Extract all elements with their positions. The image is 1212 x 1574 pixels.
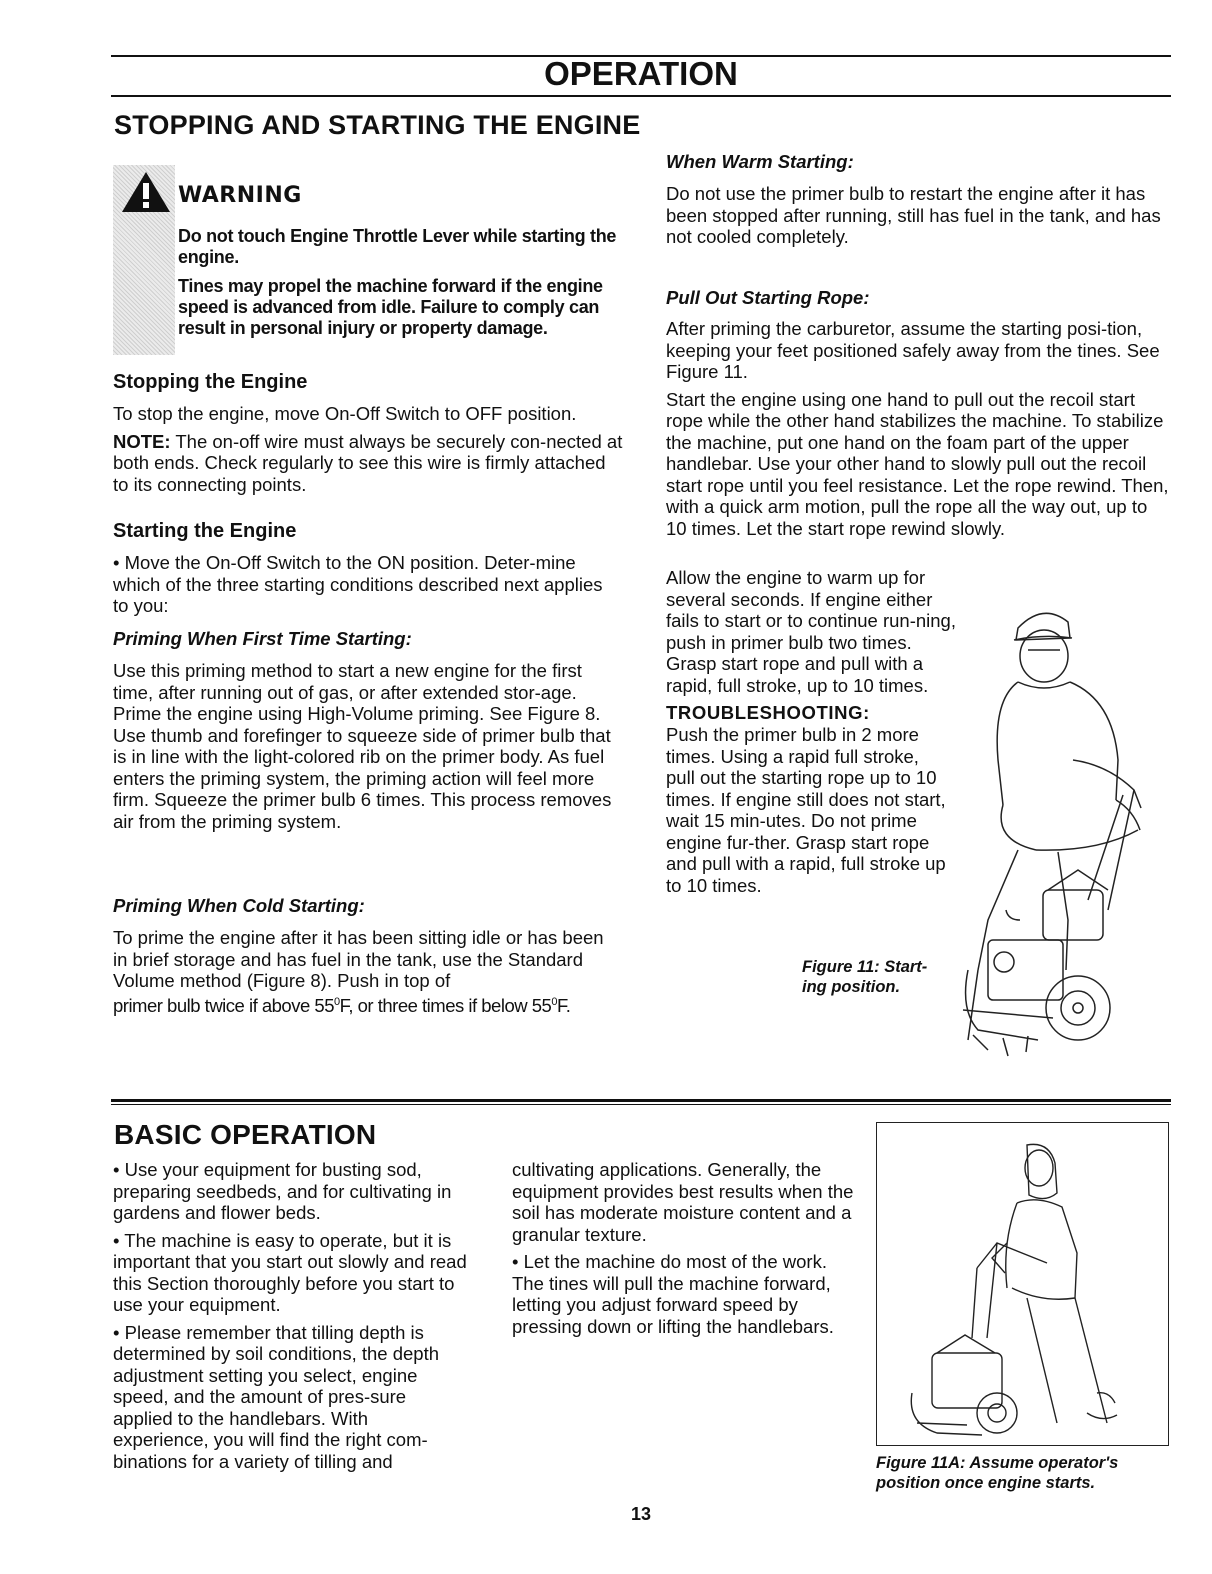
pull-rope-heading: Pull Out Starting Rope:: [666, 287, 870, 308]
basic-op-col-1: [113, 1159, 468, 1478]
starting-bullet: [113, 552, 623, 617]
bullet-char: •: [113, 1321, 120, 1343]
section-heading-stopping-starting: STOPPING AND STARTING THE ENGINE: [114, 110, 641, 140]
pull-rope-text-3: Allow the engine to warm up for several seconds. If engine either fails to start or to continue run-ning, push in primer bulb two times. Grasp start rope and pull with a rapid, full stroke, up to 10 times.: [666, 567, 956, 696]
figure-11-starting-position-illustration: [948, 590, 1173, 1070]
pull-rope-narrow-block: [666, 567, 966, 902]
page-title: OPERATION: [544, 55, 738, 92]
priming-cold-heading: Priming When Cold Starting:: [113, 895, 365, 916]
section-2-rule-thin: [111, 1104, 1171, 1105]
figure-11a-operator-illustration: [877, 1123, 1167, 1443]
page-number: 13: [630, 1504, 652, 1524]
note-text: The on-off wire must always be securely con-nected at both ends. Check regularly to see this wire is firmly attached to its connecting points.: [113, 430, 623, 495]
bullet-char: •: [113, 1229, 120, 1251]
basic-op-bullet-1: [113, 1159, 468, 1224]
basic-op-bullet-2: [113, 1230, 468, 1316]
section-heading-basic-operation: BASIC OPERATION: [114, 1119, 377, 1150]
priming-cold-text: [113, 927, 623, 1016]
starting-bullet-text: Move the On-Off Switch to the ON position. Deter-mine which of the three starting conditions described next applies to you:: [113, 552, 603, 616]
starting-heading: Starting the Engine: [113, 520, 297, 542]
bullet-char: •: [113, 1159, 120, 1180]
warning-line-1: Do not touch Engine Throttle Lever while starting the engine.: [178, 226, 617, 267]
warning-triangle-icon: [120, 170, 172, 214]
priming-cold-text-a: To prime the engine after it has been sitting idle or has been in brief storage and has fuel in the tank, use the Standard Volume method (Figure 8). Push in top of: [113, 927, 604, 991]
figure-11a-caption: Figure 11A: Assume operator's position once engine starts.: [876, 1454, 1119, 1492]
priming-first-text: Use this priming method to start a new engine for the first time, after running out of gas, or after extended stor-age. Prime the engine using High-Volume priming. See Figure 8. Use thumb and forefinger to squeeze side of primer bulb that is in line with the light-colored rib on the primer body. As fuel enters the priming system, the priming action will feel more firm. Squeeze the primer bulb 6 times. This process removes air from the priming system.: [113, 660, 612, 832]
basic-op-bullet-4: [512, 1251, 862, 1337]
priming-cold-text-d: F.: [556, 994, 571, 1016]
degree-mark-2: 0: [551, 995, 557, 1008]
left-column-upper: [113, 371, 623, 501]
basic-op-bullet-3: [113, 1322, 468, 1473]
degree-mark-1: 0: [333, 995, 340, 1008]
basic-op-bullet-1-text: Use your equipment for busting sod, preparing seedbeds, and for cultivating in gardens and flower beds.: [113, 1159, 452, 1223]
priming-first-block: [113, 628, 623, 838]
basic-op-bullet-4-text: Let the machine do most of the work. The tines will pull the machine forward, letting you adjust forward speed by pressing down or lifting the handlebars.: [512, 1251, 834, 1337]
basic-op-col-2: [512, 1159, 862, 1343]
figure-11a-frame: [876, 1122, 1169, 1446]
stopping-text: To stop the engine, move On-Off Switch to OFF position.: [113, 403, 577, 424]
stopping-heading: Stopping the Engine: [113, 371, 308, 393]
pull-rope-text-2: Start the engine using one hand to pull out the recoil start rope while the other hand stabilizes the machine. To stabilize the machine, put one hand on the foam part of the upper handlebar. Use your other hand to slowly pull out the recoil start rope until you feel resistance. Let the rope rewind. Then, with a quick arm motion, pull the rope all the way out, up to 10 times. Let the start rope rewind slowly.: [666, 388, 1169, 539]
title-underline: [111, 95, 1171, 97]
priming-cold-text-b: primer bulb twice if above 55: [113, 994, 334, 1016]
note-label: NOTE:: [113, 430, 171, 452]
basic-op-bullet-3-text: Please remember that tilling depth is determined by soil conditions, the depth adjustment setting you select, engine speed, and the amount of pres-sure applied to the handlebars. With experience, you will find the right com-binations for a variety of tilling and: [113, 1321, 440, 1472]
troubleshooting-text: Push the primer bulb in 2 more times. Using a rapid full stroke, pull out the starting rope up to 10 times. If engine still does not start, wait 15 min-utes. Do not prime engine fur-ther. Grasp start rope and pull with a rapid, full stroke up to 10 times.: [666, 724, 946, 896]
stopping-note: [113, 431, 623, 496]
starting-block: [113, 520, 623, 623]
warning-line-2: Tines may propel the machine forward if the engine speed is advanced from idle. Failure to comply can result in personal injury or property damage.: [178, 276, 603, 338]
pull-rope-block: [666, 287, 1171, 545]
warm-text: Do not use the primer bulb to restart the engine after it has been stopped after running, still has fuel in the tank, and has not cooled completely.: [666, 183, 1161, 247]
figure-11-caption: Figure 11: Start-ing position.: [802, 958, 928, 996]
priming-cold-text-c: F, or three times if below 55: [339, 994, 552, 1016]
priming-cold-text-tail: [113, 995, 570, 1016]
priming-first-heading: Priming When First Time Starting:: [113, 628, 412, 649]
troubleshooting-heading: TROUBLESHOOTING:: [666, 702, 870, 723]
warning-text-block: [178, 226, 623, 347]
section-2-rule-thick: [111, 1099, 1171, 1102]
warm-block: [666, 151, 1171, 254]
pull-rope-text-1: After priming the carburetor, assume the starting posi-tion, keeping your feet positioned safely away from the tines. See Figure 11.: [666, 318, 1160, 382]
basic-op-col-2-text: cultivating applications. Generally, the equipment provides best results when the soil has moderate moisture content and a granular texture.: [512, 1159, 854, 1245]
bullet-char: •: [512, 1251, 519, 1272]
warm-heading: When Warm Starting:: [666, 151, 854, 172]
basic-op-bullet-2-text: The machine is easy to operate, but it is important that you start out slowly and read this Section thoroughly before you start to use your equipment.: [113, 1229, 467, 1315]
priming-cold-block: [113, 895, 623, 1022]
bullet-char: •: [113, 552, 120, 573]
warning-label: WARNING: [178, 183, 302, 208]
